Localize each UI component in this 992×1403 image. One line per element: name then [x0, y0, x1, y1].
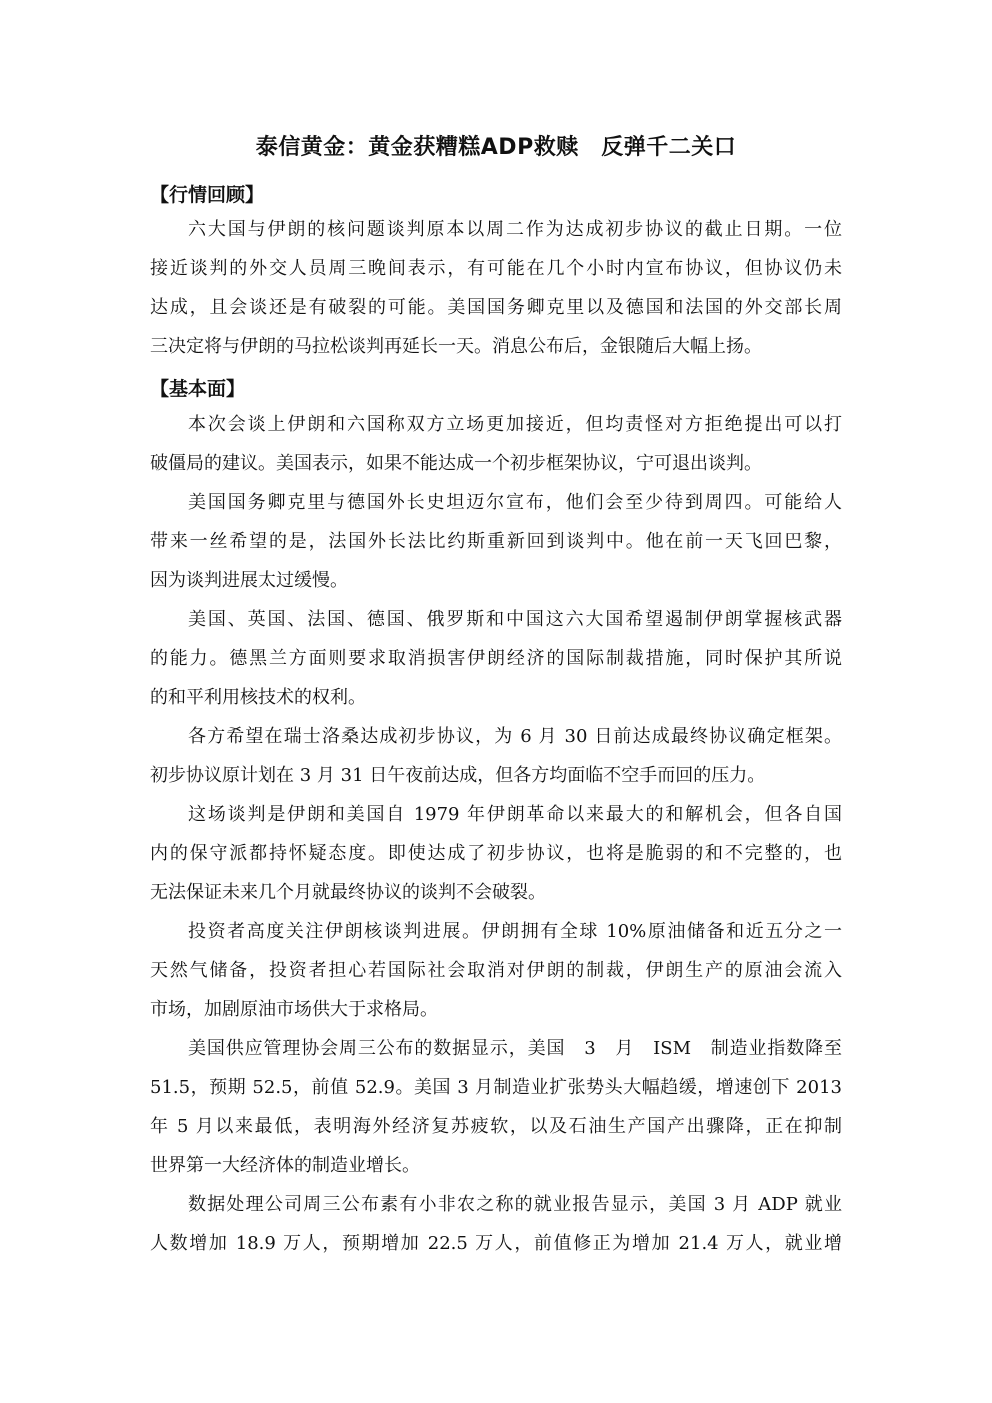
paragraph-line: 初步协议原计划在 3 月 31 日午夜前达成，但各方均面临不空手而回的压力。 — [150, 765, 766, 786]
paragraph-line: 无法保证未来几个月就最终协议的谈判不会破裂。 — [150, 882, 546, 903]
paragraph-line: 世界第一大经济体的制造业增长。 — [150, 1155, 420, 1176]
section-heading-market-review: 【行情回顾】 — [150, 184, 265, 206]
document-title: 泰信黄金：黄金获糟糕ADP救赎 反弹千二关口 — [255, 135, 737, 160]
paragraph-line: 各方希望在瑞士洛桑达成初步协议，为 6 月 30 日前达成最终协议确定框架。 — [188, 726, 842, 747]
paragraph-line: 的和平利用核技术的权利。 — [150, 687, 366, 708]
paragraph-line: 内的保守派都持怀疑态度。即使达成了初步协议，也将是脆弱的和不完整的，也 — [150, 843, 842, 864]
paragraph-line: 破僵局的建议。美国表示，如果不能达成一个初步框架协议，宁可退出谈判。 — [150, 453, 762, 474]
paragraph-line: 六大国与伊朗的核问题谈判原本以周二作为达成初步协议的截止日期。一位 — [188, 219, 842, 240]
paragraph-line: 美国国务卿克里与德国外长史坦迈尔宣布，他们会至少待到周四。可能给人 — [188, 492, 842, 513]
paragraph-line: 市场，加剧原油市场供大于求格局。 — [150, 999, 438, 1020]
paragraph-line: 数据处理公司周三公布素有小非农之称的就业报告显示，美国 3 月 ADP 就业 — [188, 1194, 842, 1215]
section-heading-fundamentals: 【基本面】 — [150, 378, 246, 400]
paragraph-line: 本次会谈上伊朗和六国称双方立场更加接近，但均责怪对方拒绝提出可以打 — [188, 414, 842, 435]
paragraph-line: 达成，且会谈还是有破裂的可能。美国国务卿克里以及德国和法国的外交部长周 — [150, 297, 842, 318]
paragraph-line: 年 5 月以来最低，表明海外经济复苏疲软，以及石油生产国产出骤降，正在抑制 — [150, 1116, 842, 1137]
paragraph-line: 美国、英国、法国、德国、俄罗斯和中国这六大国希望遏制伊朗掌握核武器 — [188, 609, 842, 630]
paragraph-line: 接近谈判的外交人员周三晚间表示，有可能在几个小时内宣布协议，但协议仍未 — [150, 258, 842, 279]
paragraph-line: 带来一丝希望的是，法国外长法比约斯重新回到谈判中。他在前一天飞回巴黎， — [150, 531, 842, 552]
paragraph-line: 三决定将与伊朗的马拉松谈判再延长一天。消息公布后，金银随后大幅上扬。 — [150, 336, 762, 357]
paragraph-line: 天然气储备，投资者担心若国际社会取消对伊朗的制裁，伊朗生产的原油会流入 — [150, 960, 842, 981]
paragraph-line: 的能力。德黑兰方面则要求取消损害伊朗经济的国际制裁措施，同时保护其所说 — [150, 648, 842, 669]
paragraph-line: 因为谈判进展太过缓慢。 — [150, 570, 348, 591]
paragraph-line: 人数增加 18.9 万人，预期增加 22.5 万人，前值修正为增加 21.4 万人，就业增 — [150, 1233, 842, 1254]
paragraph-line: 51.5，预期 52.5，前值 52.9。美国 3 月制造业扩张势头大幅趋缓，增速创下 2013 — [150, 1077, 842, 1098]
paragraph-line: 这场谈判是伊朗和美国自 1979 年伊朗革命以来最大的和解机会，但各自国 — [188, 804, 842, 825]
paragraph-line: 投资者高度关注伊朗核谈判进展。伊朗拥有全球 10%原油储备和近五分之一 — [188, 921, 842, 942]
paragraph-line: 美国供应管理协会周三公布的数据显示，美国 3 月 ISM 制造业指数降至 — [188, 1038, 842, 1059]
